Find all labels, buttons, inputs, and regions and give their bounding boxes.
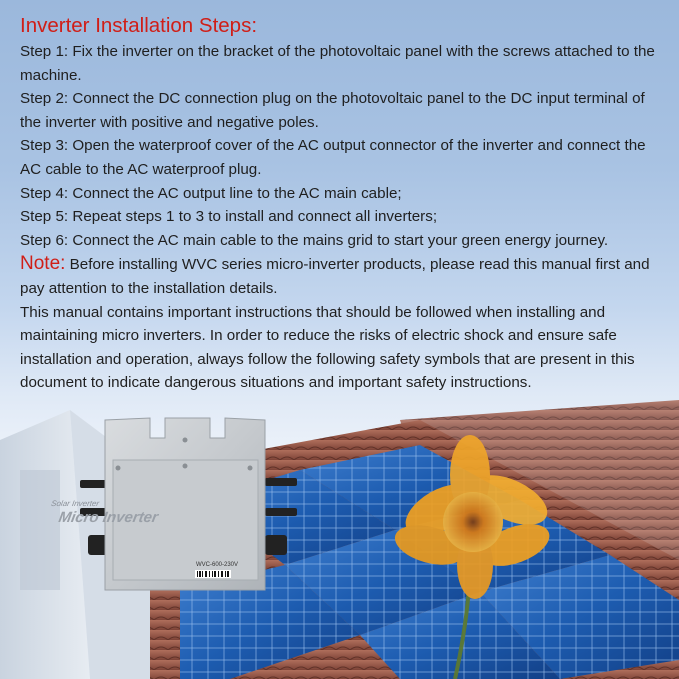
step-5: Step 5: Repeat steps 1 to 3 to install and connect all inverters;	[20, 208, 438, 226]
step-2: Step 2: Connect the DC connection plug on the photovoltaic panel to the DC input terminal of the inverter with positive and negative poles.	[20, 90, 645, 131]
manual-paragraph: This manual contains important instructions that should be followed when installing and maintaining micro inverters. In order to reduce the risks of electric shock and ensure safe installation and operation, always follow the following safety symbols that are present in this document to indicate dangerous situations and important safety instructions.	[20, 303, 635, 392]
inverter-subtitle: Solar Inverter	[50, 499, 100, 508]
page-title: Inverter Installation Steps:	[20, 14, 258, 37]
note-label: Note:	[20, 253, 66, 275]
note-text: Before installing WVC series micro-inverter products, please read this manual first and pay attention to the installation details.	[20, 256, 650, 297]
step-1: Step 1: Fix the inverter on the bracket of the photovoltaic panel with the screws attached to the machine.	[20, 43, 655, 84]
step-6: Step 6: Connect the AC main cable to the mains grid to start your green energy journey.	[20, 231, 609, 249]
step-4: Step 4: Connect the AC output line to the AC main cable;	[20, 184, 402, 202]
note-paragraph	[20, 252, 668, 300]
step-3: Step 3: Open the waterproof cover of the AC output connector of the inverter and connect the AC cable to the AC waterproof plug.	[20, 137, 646, 178]
instructions-text	[20, 14, 668, 395]
inverter-model: WVC-600-230V	[196, 562, 239, 568]
inverter-brand: Micro Inverter	[57, 509, 160, 526]
